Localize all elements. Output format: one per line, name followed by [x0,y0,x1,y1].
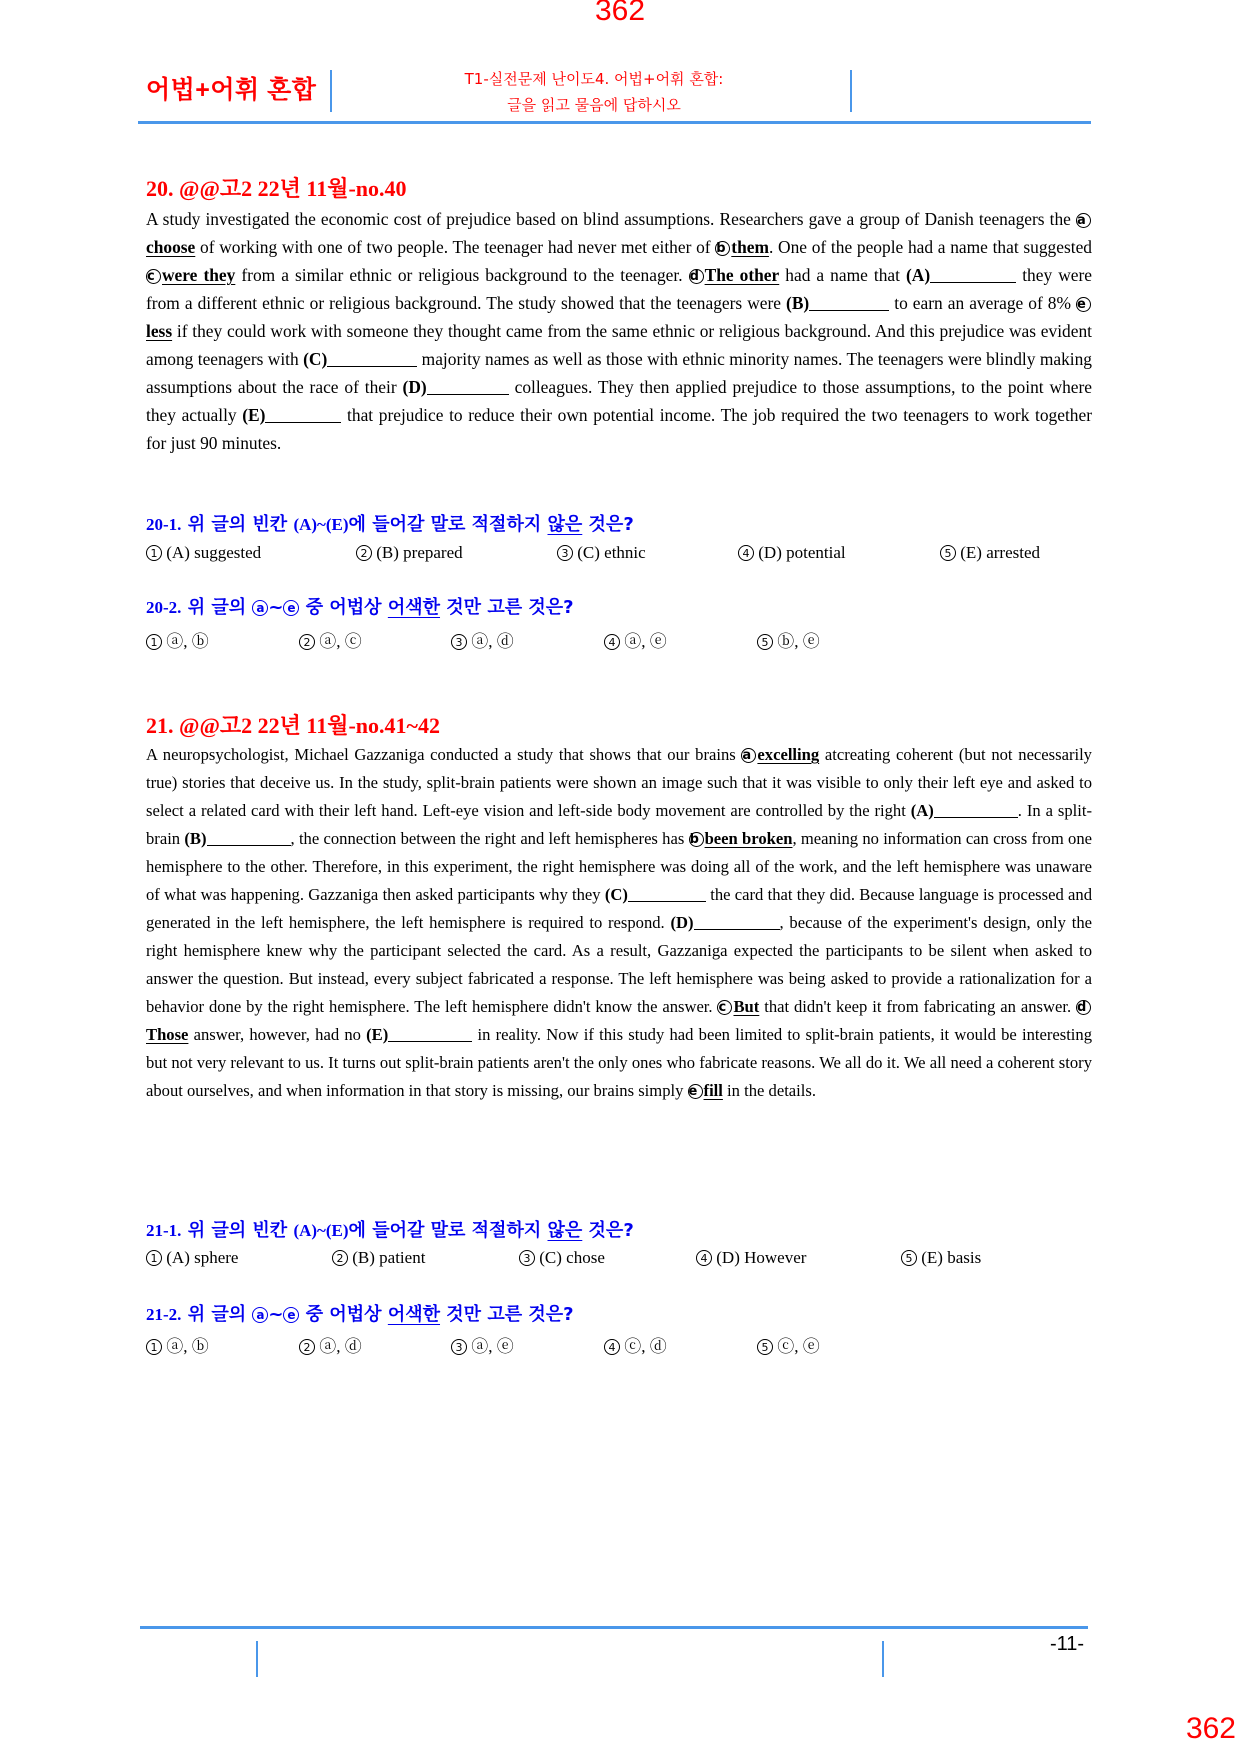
blank-A [930,266,1016,283]
option-3[interactable]: 3 ⓐ, ⓔ [451,1332,514,1357]
option-3[interactable]: 3 (C) chose [519,1248,605,1268]
mark-b: b [715,241,730,256]
target-d: Those [146,1025,189,1044]
header-divider-right [850,70,852,112]
blank-E [388,1025,472,1042]
blank-B [809,294,889,311]
mark-d: d [1076,1000,1091,1015]
target-d: The other [704,265,780,285]
option-1[interactable]: 1 ⓐ, ⓑ [146,627,209,652]
mark-a: a [741,748,756,763]
blank-B [207,829,291,846]
blank-D [694,913,780,930]
option-3[interactable]: 3 ⓐ, ⓓ [451,627,514,652]
target-b: been broken [704,829,793,848]
target-b: them [731,237,769,257]
option-4[interactable]: 4 ⓐ, ⓔ [604,627,667,652]
header-subtitle-line1: T1-실전문제 난이도4. 어법+어휘 혼합: [464,70,724,88]
option-1[interactable]: 1 (A) suggested [146,543,261,563]
page-number-bottom: 362 [1185,1712,1236,1745]
mark-c: c [717,1000,732,1015]
question-21-2-prompt: 21-2. 위 글의 a ~ e 중 어법상 어색한 것만 고른 것은? [146,1304,574,1325]
target-e: less [146,321,173,341]
blank-label-A: (A) [910,801,934,820]
option-2[interactable]: 2 ⓐ, ⓒ [299,627,362,652]
question-20-2-prompt: 20-2. 위 글의 a ~ e 중 어법상 어색한 것만 고른 것은? [146,597,574,618]
option-2[interactable]: 2 ⓐ, ⓓ [299,1332,362,1357]
target-a: choose [146,237,196,257]
mark-b: b [689,832,704,847]
target-c: were they [162,265,236,285]
option-2[interactable]: 2 (B) patient [332,1248,425,1268]
header-divider-left [330,70,332,112]
blank-D [427,378,509,395]
footer-page-number: -11- [1050,1633,1085,1655]
option-5[interactable]: 5 (E) basis [901,1248,981,1268]
blank-A [934,801,1018,818]
option-5[interactable]: 5 ⓑ, ⓔ [757,627,820,652]
option-5[interactable]: 5 (E) arrested [940,543,1040,563]
option-3[interactable]: 3 (C) ethnic [557,543,646,563]
target-a: excelling [757,745,820,764]
mark-e: e [1076,297,1091,312]
header-subtitle-line2: 글을 읽고 물음에 답하시오 [507,96,681,114]
blank-label-B: (B) [786,293,810,313]
option-1[interactable]: 1 (A) sphere [146,1248,238,1268]
header-subtitle [334,66,854,118]
page-number-top: 362 [594,0,646,27]
target-c: But [733,997,760,1016]
blank-label-D: (D) [402,377,427,397]
question-21-passage: A neuropsychologist, Michael Gazzaniga conducted a study that shows that our brains a excelling atcreating coherent (but not necessarily true) stories that deceive us. In the study, split-brain patients were shown an image such that it was visible to only their left eye and asked to select a related card with their left hand. Left-eye vision and left-side body movement are controlled by the right (A) . In a split-brain (B) , the connection between the right and left hemispheres has b been broken, meaning no information can cross from one hemisphere to the other. Therefore, in this experiment, the right hemisphere was doing all of the work, and the left hemisphere was unaware of what was happening. Gazzaniga then asked participants why they (C) the card that they did. Because language is processed and generated in the left hemisphere, the left hemisphere is required to respond. (D) , because of the experiment's design, only the right hemisphere knew why the participant selected the card. As a result, Gazzaniga expected the participants to be silent when asked to answer the question. But instead, every subject fabricated a response. The left hemisphere was being asked to provide a rationalization for a behavior done by the right hemisphere. The left hemisphere didn't know the answer. c But that didn't keep it from fabricating an answer. dThose answer, however, had no (E) in reality. Now if this study had been limited to split-brain patients, it would be interesting but not very relevant to us. It turns out split-brain patients aren't the only ones who fabricate reasons. We all do it. We all need a coherent story about ourselves, and when information in that story is missing, our brains simply e fill in the details. [146,745,1093,1100]
blank-label-E: (E) [366,1025,389,1044]
header-title: 어법+어휘 혼합 [146,76,317,104]
blank-label-C: (C) [604,885,628,904]
blank-C [327,350,417,367]
option-2[interactable]: 2 (B) prepared [356,543,463,563]
blank-label-D: (D) [670,913,694,932]
question-20-passage: A study investigated the economic cost of prejudice based on blind assumptions. Researchers gave a group of Danish teenagers the achoose of working with one of two people. The teenager had never met either of b them. One of the people had a name that suggested c were they from a similar ethnic or religious background to the teenager. d The other had a name that (A) they were from a different ethnic or religious background. The study showed that the teenagers were (B) to earn an average of 8% eless if they could work with someone they thought came from the same ethnic or religious background. And this prejudice was evident among teenagers with (C) majority names as well as those with ethnic minority names. The teenagers were blindly making assumptions about the race of their (D) colleagues. They then applied prejudice to those assumptions, to the point where they actually (E) that prejudice to reduce their own potential income. The job required the two teenagers to work together for just 90 minutes. [146,209,1092,453]
mark-c: c [146,269,161,284]
header-rule [138,121,1091,124]
blank-label-E: (E) [242,405,266,425]
blank-C [628,885,706,902]
question-21-1-prompt: 21-1. 위 글의 빈칸 (A)~(E)에 들어갈 말로 적절하지 않은 것은? [146,1220,634,1241]
question-20-1-prompt: 20-1. 위 글의 빈칸 (A)~(E)에 들어갈 말로 적절하지 않은 것은? [146,514,634,535]
question-20-title: 20. @@고2 22년 11월-no.40 [146,176,407,201]
blank-label-B: (B) [184,829,207,848]
target-e: fill [703,1081,723,1100]
blank-E [265,406,341,423]
mark-a: a [1076,213,1091,228]
option-4[interactable]: 4 ⓒ, ⓓ [604,1332,667,1357]
blank-label-A: (A) [906,265,931,285]
mark-e: e [688,1084,703,1099]
option-4[interactable]: 4 (D) potential [738,543,846,563]
mark-d: d [689,269,704,284]
footer-divider-left [256,1641,258,1677]
option-5[interactable]: 5 ⓒ, ⓔ [757,1332,820,1357]
blank-label-C: (C) [303,349,328,369]
footer-divider-right [882,1641,884,1677]
footer-rule [140,1626,1088,1629]
option-4[interactable]: 4 (D) However [696,1248,806,1268]
option-1[interactable]: 1 ⓐ, ⓑ [146,1332,209,1357]
question-21-title: 21. @@고2 22년 11월-no.41~42 [146,713,440,738]
